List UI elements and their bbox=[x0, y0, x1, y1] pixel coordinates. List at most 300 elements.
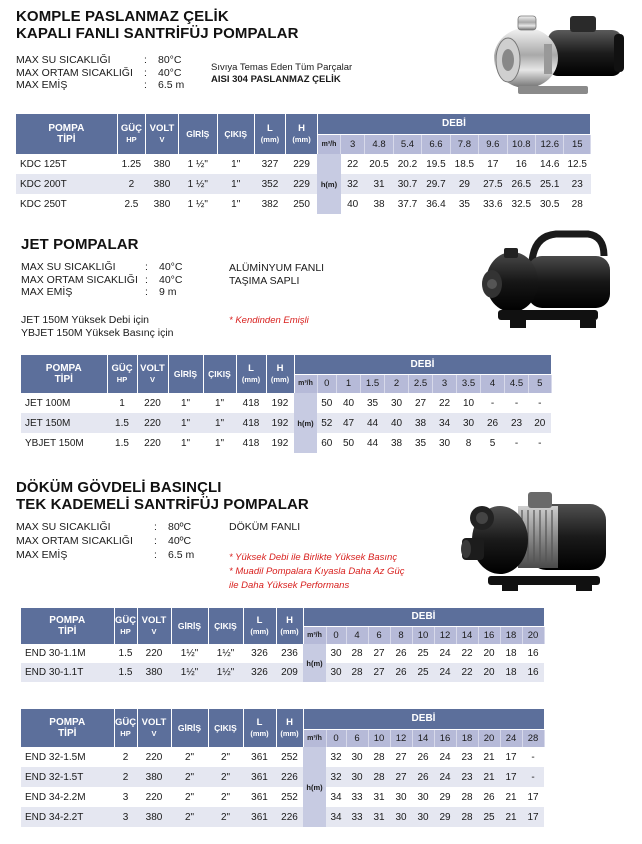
cell-head: 20 bbox=[478, 663, 500, 682]
head-unit: h(m) bbox=[317, 154, 340, 214]
cell-head: 36.4 bbox=[422, 194, 450, 214]
spec-colon: : bbox=[145, 261, 148, 273]
spec-value: 40°C bbox=[159, 273, 183, 286]
header-pompa: POMPA bbox=[48, 123, 85, 134]
cell-head: 38 bbox=[365, 194, 393, 214]
cell-head: 28 bbox=[346, 663, 368, 682]
col-l bbox=[243, 709, 276, 747]
cell-volt: 220 bbox=[137, 433, 168, 453]
cell-head: 26 bbox=[412, 767, 434, 787]
flow-value: 15 bbox=[564, 134, 591, 154]
col-volt bbox=[137, 608, 171, 644]
cell-hp: 1.5 bbox=[114, 644, 137, 663]
flow-unit: m³/h bbox=[294, 374, 317, 393]
cell-head: 29 bbox=[450, 174, 478, 194]
pump-name: YBJET 150M bbox=[21, 433, 107, 453]
col-guc bbox=[107, 355, 137, 393]
table-row bbox=[21, 807, 544, 827]
flow-value: 3 bbox=[433, 374, 457, 393]
spec-colon: : bbox=[154, 521, 157, 533]
cell-hp: 1.5 bbox=[107, 413, 137, 433]
header-pompa: POMPA bbox=[45, 363, 82, 374]
section2-jet-notes bbox=[21, 314, 174, 340]
cast-pump-image bbox=[458, 484, 622, 594]
cell-h: 252 bbox=[276, 747, 303, 767]
jet-note-line2: YBJET 150M Yüksek Basınç için bbox=[21, 327, 174, 339]
header-tipi: TİPİ bbox=[54, 374, 73, 385]
cell-cikis: 2" bbox=[208, 747, 243, 767]
cell-head: 40 bbox=[385, 413, 409, 433]
header-tipi: TİPİ bbox=[58, 626, 77, 637]
pump-name: END 34-2.2T bbox=[21, 807, 114, 827]
col-debi: DEBİ bbox=[303, 608, 544, 626]
head-unit: h(m) bbox=[303, 747, 326, 827]
cell-head: 35 bbox=[450, 194, 478, 214]
col-guc bbox=[114, 608, 137, 644]
header-volt: VOLT bbox=[141, 615, 167, 626]
cell-head: 24 bbox=[434, 767, 456, 787]
spec-colon: : bbox=[154, 535, 157, 547]
cell-hp: 3 bbox=[114, 787, 137, 807]
cell-head: 30.7 bbox=[393, 174, 421, 194]
col-h bbox=[286, 114, 318, 154]
pump-name: END 32-1.5M bbox=[21, 747, 114, 767]
cell-head: 30 bbox=[326, 644, 346, 663]
section3-title-line2: TEK KADEMELİ SANTRİFÜJ POMPALAR bbox=[16, 496, 309, 513]
cell-volt: 220 bbox=[137, 393, 168, 413]
col-pompa-tipi bbox=[21, 608, 114, 644]
cell-h: 192 bbox=[266, 393, 294, 413]
cell-head: 25 bbox=[412, 644, 434, 663]
cell-volt: 380 bbox=[146, 174, 179, 194]
flow-value: 9.6 bbox=[479, 134, 507, 154]
spec-colon: : bbox=[144, 54, 147, 66]
cell-head: 33 bbox=[346, 787, 368, 807]
header-h-unit: (mm) bbox=[280, 627, 299, 636]
cell-head: 30 bbox=[390, 787, 412, 807]
header-h: H bbox=[286, 615, 293, 626]
cell-head: 30 bbox=[457, 413, 481, 433]
col-volt bbox=[137, 709, 171, 747]
cell-cikis: 1" bbox=[203, 413, 236, 433]
spec-colon: : bbox=[154, 549, 157, 561]
cell-head: 17 bbox=[479, 154, 507, 174]
cell-h: 250 bbox=[286, 194, 318, 214]
flow-value: 1 bbox=[337, 374, 361, 393]
cell-giris: 1 ½" bbox=[178, 194, 217, 214]
cell-head: - bbox=[522, 747, 544, 767]
cell-cikis: 1" bbox=[203, 393, 236, 413]
section3-red-notes bbox=[229, 551, 404, 593]
flow-value: 20 bbox=[522, 626, 544, 644]
cell-giris: 1½" bbox=[171, 644, 208, 663]
stainless-pump-image bbox=[478, 4, 630, 100]
cell-cikis: 1½" bbox=[208, 644, 243, 663]
cell-head: 32 bbox=[326, 747, 346, 767]
cell-head: 40 bbox=[337, 393, 361, 413]
cell-head: 23 bbox=[564, 174, 591, 194]
cell-head: 16 bbox=[522, 644, 544, 663]
cell-head: 34 bbox=[433, 413, 457, 433]
flow-value: 1.5 bbox=[361, 374, 385, 393]
cell-head: 18.5 bbox=[450, 154, 478, 174]
table-row bbox=[16, 194, 591, 214]
cell-head: 23 bbox=[456, 767, 478, 787]
header-hp: HP bbox=[116, 375, 128, 384]
section1-title bbox=[16, 8, 299, 42]
cell-head: 24 bbox=[434, 644, 456, 663]
table-row bbox=[21, 644, 544, 663]
cell-head: 30 bbox=[346, 747, 368, 767]
col-h bbox=[266, 355, 294, 393]
cell-cikis: 2" bbox=[208, 807, 243, 827]
cell-volt: 380 bbox=[137, 767, 171, 787]
section1-title-line2: KAPALI FANLI SANTRİFÜJ POMPALAR bbox=[16, 25, 299, 42]
flow-value: 10 bbox=[412, 626, 434, 644]
header-l-unit: (mm) bbox=[260, 135, 280, 144]
cell-head: 28 bbox=[456, 787, 478, 807]
header-volt: VOLT bbox=[140, 363, 165, 374]
cell-head: 22 bbox=[456, 644, 478, 663]
cell-giris: 1" bbox=[168, 413, 203, 433]
cell-head: 25 bbox=[478, 807, 500, 827]
header-l: L bbox=[248, 363, 254, 374]
cell-head: 44 bbox=[361, 433, 385, 453]
cell-head: - bbox=[529, 393, 552, 413]
spec-label: MAX ORTAM SICAKLIĞI bbox=[16, 535, 133, 547]
cell-h: 229 bbox=[286, 154, 318, 174]
pump-name: END 30-1.1T bbox=[21, 663, 114, 682]
cell-head: 21 bbox=[500, 807, 522, 827]
cell-hp: 3 bbox=[114, 807, 137, 827]
pump-name: KDC 125T bbox=[16, 154, 117, 174]
spec-colon: : bbox=[144, 79, 147, 91]
section3-title bbox=[16, 479, 309, 513]
flow-value: 16 bbox=[434, 729, 456, 747]
col-guc bbox=[117, 114, 145, 154]
header-v: V bbox=[151, 627, 157, 636]
flow-unit: m³/h bbox=[303, 626, 326, 644]
cell-head: 35 bbox=[409, 433, 433, 453]
flow-value: 12 bbox=[390, 729, 412, 747]
cell-hp: 1 bbox=[107, 393, 137, 413]
cell-l: 361 bbox=[243, 747, 276, 767]
section1-title-line1: KOMPLE PASLANMAZ ÇELİK bbox=[16, 8, 229, 25]
col-l bbox=[254, 114, 286, 154]
cell-head: 20.5 bbox=[365, 154, 393, 174]
cell-h: 252 bbox=[276, 787, 303, 807]
section3-specs bbox=[16, 521, 194, 563]
spec-value: 6.5 m bbox=[168, 549, 195, 561]
cell-head: 26 bbox=[481, 413, 505, 433]
col-l bbox=[236, 355, 266, 393]
feature-line2: TAŞIMA SAPLI bbox=[229, 275, 300, 287]
header-hp: HP bbox=[120, 627, 131, 636]
col-giris: GİRİŞ bbox=[178, 114, 217, 154]
col-h bbox=[276, 709, 303, 747]
cell-giris: 1½" bbox=[171, 663, 208, 682]
header-h: H bbox=[286, 717, 293, 728]
flow-value: 12 bbox=[434, 626, 456, 644]
table-row bbox=[21, 787, 544, 807]
cell-volt: 380 bbox=[137, 663, 171, 682]
flow-value: 2.5 bbox=[409, 374, 433, 393]
flow-value: 4.5 bbox=[505, 374, 529, 393]
cell-head: 25.1 bbox=[536, 174, 564, 194]
table-row bbox=[16, 154, 591, 174]
spec-label: MAX SU SICAKLIĞI bbox=[21, 261, 116, 273]
flow-value: 6 bbox=[346, 729, 368, 747]
cell-l: 418 bbox=[236, 433, 266, 453]
flow-value: 5.4 bbox=[393, 134, 421, 154]
header-l: L bbox=[256, 615, 263, 626]
cell-head: 22 bbox=[456, 663, 478, 682]
cell-head: 27 bbox=[368, 644, 390, 663]
cell-head: 16 bbox=[507, 154, 535, 174]
cell-h: 209 bbox=[276, 663, 303, 682]
header-l: L bbox=[256, 717, 263, 728]
table-row bbox=[21, 747, 544, 767]
flow-value: 2 bbox=[385, 374, 409, 393]
cell-head: 26 bbox=[390, 644, 412, 663]
cell-hp: 2 bbox=[117, 174, 145, 194]
col-cikis: ÇIKIŞ bbox=[208, 608, 243, 644]
cell-head: 52 bbox=[317, 413, 337, 433]
cell-head: 31 bbox=[365, 174, 393, 194]
header-h-unit: (mm) bbox=[280, 729, 299, 738]
col-guc bbox=[114, 709, 137, 747]
cell-head: 30 bbox=[412, 807, 434, 827]
cell-head: 28 bbox=[368, 767, 390, 787]
cell-hp: 1.25 bbox=[117, 154, 145, 174]
cell-h: 236 bbox=[276, 644, 303, 663]
cell-head: 35 bbox=[361, 393, 385, 413]
cell-head: 30 bbox=[390, 807, 412, 827]
header-pompa: POMPA bbox=[49, 717, 86, 728]
flow-unit: m³/h bbox=[317, 134, 340, 154]
flow-value: 28 bbox=[522, 729, 544, 747]
cell-head: 26 bbox=[478, 787, 500, 807]
cell-head: 29 bbox=[434, 787, 456, 807]
flow-value: 0 bbox=[326, 626, 346, 644]
cell-head: 28 bbox=[564, 194, 591, 214]
cell-giris: 2" bbox=[171, 807, 208, 827]
head-unit: h(m) bbox=[294, 393, 317, 453]
pump-name: END 32-1.5T bbox=[21, 767, 114, 787]
cell-head: 16 bbox=[522, 663, 544, 682]
section1-note bbox=[211, 62, 352, 86]
spec-label: MAX EMİŞ bbox=[16, 549, 68, 561]
cell-head: 26.5 bbox=[507, 174, 535, 194]
cell-volt: 220 bbox=[137, 644, 171, 663]
cell-head: 21 bbox=[500, 787, 522, 807]
section3-title-line1: DÖKÜM GÖVDELİ BASINÇLI bbox=[16, 479, 222, 496]
cell-volt: 220 bbox=[137, 787, 171, 807]
cell-head: 60 bbox=[317, 433, 337, 453]
flow-value: 18 bbox=[456, 729, 478, 747]
table-row bbox=[21, 413, 551, 433]
header-l: L bbox=[267, 123, 273, 134]
cell-head: 38 bbox=[385, 433, 409, 453]
cell-head: 22 bbox=[341, 154, 365, 174]
table-row bbox=[21, 433, 551, 453]
section3-table-b bbox=[21, 709, 545, 827]
spec-value: 40°C bbox=[158, 66, 182, 79]
flow-value: 10 bbox=[368, 729, 390, 747]
cell-head: 20.2 bbox=[393, 154, 421, 174]
cell-giris: 1" bbox=[168, 393, 203, 413]
col-l bbox=[243, 608, 276, 644]
col-giris: GİRİŞ bbox=[171, 709, 208, 747]
flow-value: 6 bbox=[368, 626, 390, 644]
header-tipi: TİPİ bbox=[57, 134, 76, 145]
cell-head: 31 bbox=[368, 807, 390, 827]
section2-features bbox=[229, 262, 324, 288]
cell-head: 19.5 bbox=[422, 154, 450, 174]
cell-head: 14.6 bbox=[536, 154, 564, 174]
head-unit: h(m) bbox=[303, 644, 326, 682]
note-line1: Sıvıya Temas Eden Tüm Parçalar bbox=[211, 62, 353, 73]
header-h: H bbox=[298, 123, 305, 134]
header-hp: HP bbox=[126, 135, 137, 144]
cell-volt: 220 bbox=[137, 747, 171, 767]
header-h-unit: (mm) bbox=[292, 135, 311, 144]
spec-colon: : bbox=[145, 286, 148, 298]
flow-value: 16 bbox=[478, 626, 500, 644]
red-line1: * Yüksek Debi ile Birlikte Yüksek Basınç bbox=[229, 552, 398, 563]
cell-head: 33 bbox=[346, 807, 368, 827]
pump-name: JET 100M bbox=[21, 393, 107, 413]
col-giris: GİRİŞ bbox=[171, 608, 208, 644]
header-v: V bbox=[151, 729, 157, 738]
spec-label: MAX SU SICAKLIĞI bbox=[16, 521, 111, 533]
cell-head: 23 bbox=[456, 747, 478, 767]
cell-head: 18 bbox=[500, 663, 522, 682]
flow-unit: m³/h bbox=[303, 729, 326, 747]
cell-head: 30.5 bbox=[536, 194, 564, 214]
cell-head: 20 bbox=[529, 413, 552, 433]
cell-head: 27 bbox=[390, 747, 412, 767]
flow-value: 0 bbox=[317, 374, 337, 393]
pump-name: KDC 200T bbox=[16, 174, 117, 194]
cell-head: 18 bbox=[500, 644, 522, 663]
cell-volt: 220 bbox=[137, 413, 168, 433]
cell-head: 27.5 bbox=[479, 174, 507, 194]
spec-label: MAX ORTAM SICAKLIĞI bbox=[16, 66, 133, 79]
cell-head: 26 bbox=[390, 663, 412, 682]
pump-name: END 34-2.2M bbox=[21, 787, 114, 807]
table-row bbox=[21, 393, 551, 413]
cell-head: - bbox=[505, 393, 529, 413]
spec-label: MAX SU SICAKLIĞI bbox=[16, 54, 111, 66]
cell-head: 38 bbox=[409, 413, 433, 433]
col-volt bbox=[137, 355, 168, 393]
cell-giris: 2" bbox=[171, 767, 208, 787]
col-h bbox=[276, 608, 303, 644]
header-guc: GÜÇ bbox=[114, 615, 137, 626]
cell-hp: 2.5 bbox=[117, 194, 145, 214]
cell-volt: 380 bbox=[137, 807, 171, 827]
cell-head: 32 bbox=[326, 767, 346, 787]
flow-value: 18 bbox=[500, 626, 522, 644]
col-pompa-tipi bbox=[21, 709, 114, 747]
spec-colon: : bbox=[145, 273, 148, 286]
table-row bbox=[21, 663, 544, 682]
cell-giris: 2" bbox=[171, 747, 208, 767]
cell-volt: 380 bbox=[146, 154, 179, 174]
pump-name: END 30-1.1M bbox=[21, 644, 114, 663]
cell-giris: 2" bbox=[171, 787, 208, 807]
flow-value: 4 bbox=[481, 374, 505, 393]
cell-l: 352 bbox=[254, 174, 286, 194]
header-tipi: TİPİ bbox=[58, 728, 77, 739]
col-cikis: ÇIKIŞ bbox=[203, 355, 236, 393]
cell-head: 47 bbox=[337, 413, 361, 433]
cell-l: 326 bbox=[243, 663, 276, 682]
flow-value: 20 bbox=[478, 729, 500, 747]
cell-l: 361 bbox=[243, 807, 276, 827]
cell-head: 31 bbox=[368, 787, 390, 807]
flow-value: 4.8 bbox=[365, 134, 393, 154]
header-volt: VOLT bbox=[149, 123, 175, 134]
cell-cikis: 1" bbox=[217, 154, 254, 174]
cell-giris: 1 ½" bbox=[178, 174, 217, 194]
cell-h: 226 bbox=[276, 807, 303, 827]
cell-head: 10 bbox=[457, 393, 481, 413]
cell-volt: 380 bbox=[146, 194, 179, 214]
cell-hp: 2 bbox=[114, 747, 137, 767]
cell-head: 8 bbox=[457, 433, 481, 453]
header-guc: GÜÇ bbox=[120, 123, 142, 134]
cell-head: 28 bbox=[456, 807, 478, 827]
header-guc: GÜÇ bbox=[111, 363, 133, 374]
spec-value: 80°C bbox=[158, 54, 182, 66]
cell-l: 361 bbox=[243, 787, 276, 807]
col-cikis: ÇIKIŞ bbox=[217, 114, 254, 154]
cell-h: 226 bbox=[276, 767, 303, 787]
col-pompa-tipi bbox=[16, 114, 117, 154]
col-debi: DEBİ bbox=[294, 355, 551, 374]
cell-head: 17 bbox=[500, 767, 522, 787]
header-volt: VOLT bbox=[141, 717, 167, 728]
flow-value: 10.8 bbox=[507, 134, 535, 154]
cell-head: 40 bbox=[341, 194, 365, 214]
flow-value: 14 bbox=[412, 729, 434, 747]
header-l-unit: (mm) bbox=[241, 375, 261, 384]
spec-value: 6.5 m bbox=[158, 79, 185, 91]
cell-head: 27 bbox=[368, 663, 390, 682]
cell-head: 22 bbox=[433, 393, 457, 413]
header-h: H bbox=[276, 363, 284, 374]
cell-head: 34 bbox=[326, 807, 346, 827]
section2-red-note: * Kendinden Emişli bbox=[229, 315, 309, 326]
cell-head: 33.6 bbox=[479, 194, 507, 214]
table-row bbox=[16, 174, 591, 194]
cell-head: - bbox=[505, 433, 529, 453]
cell-head: 28 bbox=[368, 747, 390, 767]
cell-hp: 2 bbox=[114, 767, 137, 787]
pump-name: KDC 250T bbox=[16, 194, 117, 214]
cell-head: 28 bbox=[346, 644, 368, 663]
flow-value: 14 bbox=[456, 626, 478, 644]
cell-head: 30 bbox=[385, 393, 409, 413]
section2-table bbox=[21, 355, 552, 453]
cell-head: 30 bbox=[326, 663, 346, 682]
section3-table-a bbox=[21, 608, 545, 682]
spec-label: MAX EMİŞ bbox=[16, 79, 68, 91]
cell-l: 361 bbox=[243, 767, 276, 787]
col-volt bbox=[146, 114, 179, 154]
